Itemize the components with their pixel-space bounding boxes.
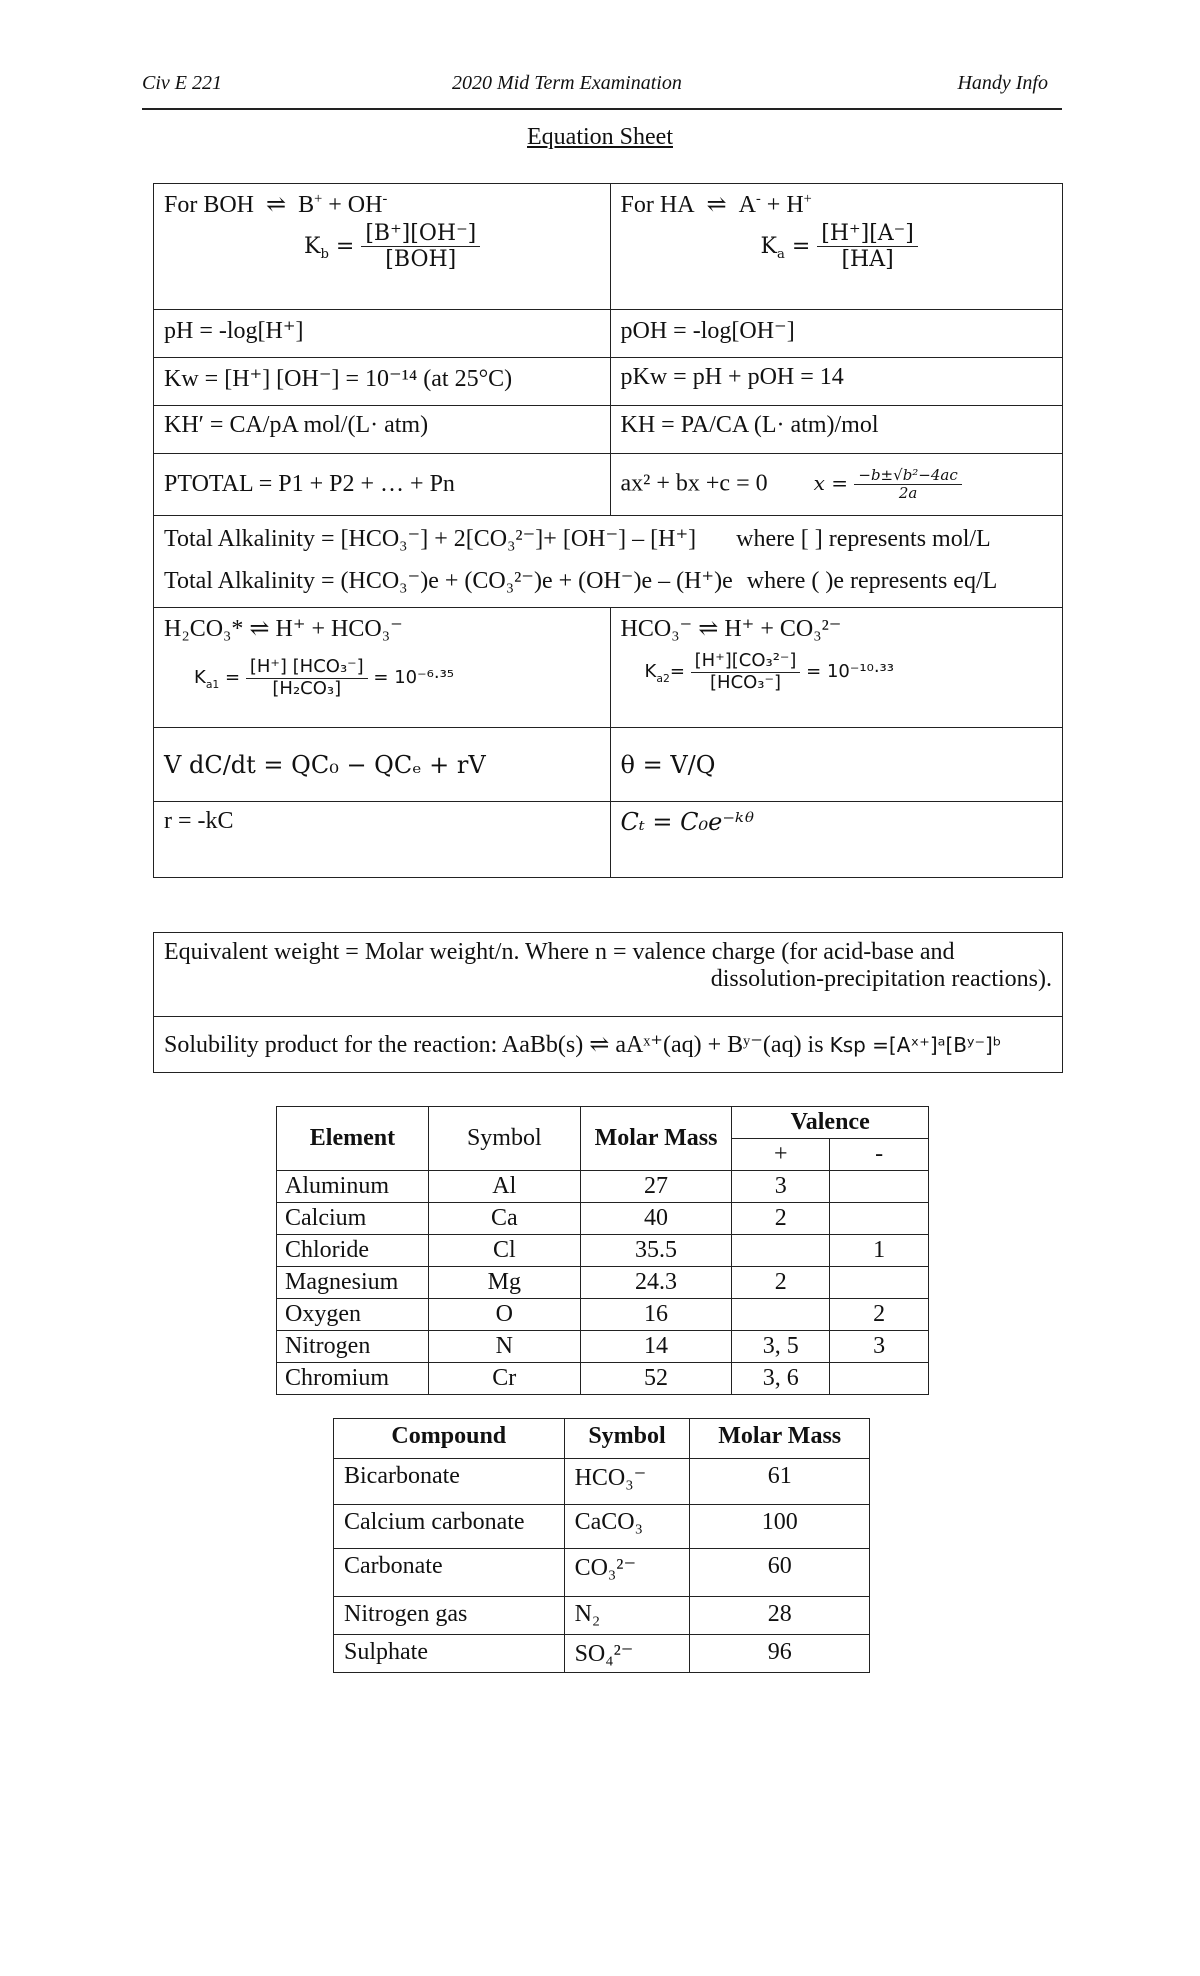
col-valence-plus: +	[732, 1139, 830, 1171]
element-name: Calcium	[277, 1203, 429, 1235]
header-exam: 2020 Mid Term Examination	[452, 72, 682, 94]
col-symbol: Symbol	[428, 1107, 580, 1171]
element-row	[277, 1267, 929, 1299]
element-name: Aluminum	[277, 1171, 429, 1203]
element-symbol: Ca	[428, 1203, 580, 1235]
ka2-value: = 10⁻¹⁰·³³	[806, 661, 894, 683]
boh-oh: + OH	[328, 192, 383, 218]
alkalinity-equiv: Total Alkalinity = (HCO₃⁻)e + (CO₃²⁻)e + (OH⁻)e – (H⁺)e	[164, 568, 733, 594]
ptotal-eq: PTOTAL = P1 + P2 + … + Pn	[154, 454, 611, 516]
compound-symbol: N₂	[564, 1597, 690, 1635]
hco3-reaction: HCO₃⁻ ⇌ H⁺ + CO₃²⁻	[620, 616, 842, 642]
boh-products: B	[298, 192, 315, 218]
compound-name: Sulphate	[334, 1635, 565, 1673]
alkalinity-molar-note: where [ ] represents mol/L	[736, 526, 991, 552]
kb-numerator: [B⁺][OH⁻]	[361, 221, 480, 247]
theta-eq: θ = V/Q	[610, 728, 1062, 802]
col-element: Element	[277, 1107, 429, 1171]
compound-mass: 61	[690, 1459, 870, 1505]
solubility-cell	[154, 1017, 1063, 1073]
element-mass: 40	[580, 1203, 732, 1235]
alkalinity-cell	[154, 516, 1063, 608]
ka1-denominator: [H₂CO₃]	[272, 677, 342, 699]
boh-prefix: For BOH	[164, 192, 255, 218]
ha-h: + H	[766, 192, 804, 218]
element-row	[277, 1363, 929, 1395]
element-valence-plus: 2	[732, 1203, 830, 1235]
poh-eq: pOH = -log[OH⁻]	[610, 310, 1062, 358]
element-name: Chloride	[277, 1235, 429, 1267]
element-name: Nitrogen	[277, 1331, 429, 1363]
compounds-table	[333, 1418, 870, 1673]
page-title: Equation Sheet	[527, 124, 673, 150]
ha-products: A	[738, 192, 756, 218]
compound-row	[334, 1635, 870, 1673]
element-valence-plus: 3	[732, 1171, 830, 1203]
element-valence-plus: 3, 5	[732, 1331, 830, 1363]
compound-name: Nitrogen gas	[334, 1597, 565, 1635]
col-compound-mass: Molar Mass	[690, 1419, 870, 1459]
mass-balance-eq: V dC/dt = QC₀ − QCₑ + rV	[154, 728, 611, 802]
compound-name: Carbonate	[334, 1549, 565, 1597]
quadratic-cell	[610, 454, 1062, 516]
alkalinity-equiv-note: where ( )e represents eq/L	[746, 568, 998, 594]
compound-mass: 60	[690, 1549, 870, 1597]
ka1-numerator: [H⁺] [HCO₃⁻]	[246, 657, 368, 679]
ka1-formula: $K_{a1}$ = $\frac{\text{[H⁺] [HCO₃⁻]}}{\text{[H₂CO₃]}}$ = 10⁻⁶·³⁵	[194, 656, 454, 699]
eq-weight-cell	[154, 933, 1063, 1017]
page-header	[142, 68, 1062, 110]
element-mass: 16	[580, 1299, 732, 1331]
compound-row	[334, 1505, 870, 1549]
compound-row	[334, 1597, 870, 1635]
element-row	[277, 1203, 929, 1235]
compound-row	[334, 1549, 870, 1597]
element-mass: 24.3	[580, 1267, 732, 1299]
element-valence-minus	[830, 1171, 929, 1203]
compound-symbol: CaCO₃	[564, 1505, 690, 1549]
eq-weight-line1: Equivalent weight = Molar weight/n. Where n = valence charge (for acid-base and	[164, 939, 955, 965]
compound-name: Calcium carbonate	[334, 1505, 565, 1549]
element-symbol: O	[428, 1299, 580, 1331]
element-valence-minus: 2	[830, 1299, 929, 1331]
element-name: Chromium	[277, 1363, 429, 1395]
element-symbol: N	[428, 1331, 580, 1363]
element-row	[277, 1171, 929, 1203]
element-row	[277, 1235, 929, 1267]
element-valence-plus: 3, 6	[732, 1363, 830, 1395]
element-mass: 52	[580, 1363, 732, 1395]
col-compound: Compound	[334, 1419, 565, 1459]
ka-formula: $K_a$ = $\frac{[H^+][A^-]}{[HA]}$	[761, 221, 1052, 273]
element-row	[277, 1299, 929, 1331]
element-name: Magnesium	[277, 1267, 429, 1299]
element-symbol: Cr	[428, 1363, 580, 1395]
element-valence-minus: 3	[830, 1331, 929, 1363]
element-valence-minus	[830, 1363, 929, 1395]
col-valence: Valence	[732, 1107, 929, 1139]
elements-table	[276, 1106, 929, 1395]
decay-eq: Cₜ = C₀e⁻ᵏᶿ	[610, 802, 1062, 878]
solubility-text: Solubility product for the reaction: AaBb(s) ⇌ aAˣ⁺(aq) + Bʸ⁻(aq) is	[164, 1032, 824, 1058]
kh-eq: KH = PA/CA (L· atm)/mol	[610, 406, 1062, 454]
element-mass: 14	[580, 1331, 732, 1363]
ka2-numerator: [H⁺][CO₃²⁻]	[691, 651, 801, 673]
element-valence-minus: 1	[830, 1235, 929, 1267]
boh-cell: For BOH ⇌ B+ + OH- $K_b$ = $\frac{[B^+][OH^-]}{\text{[BOH]}}$	[154, 184, 611, 310]
element-mass: 35.5	[580, 1235, 732, 1267]
ka2-denominator: [HCO₃⁻]	[710, 671, 782, 693]
compound-mass: 96	[690, 1635, 870, 1673]
ksp-formula: Ksp =[Aˣ⁺]ᵃ[Bʸ⁻]ᵇ	[829, 1033, 1002, 1057]
quad-denominator: 2a	[898, 484, 918, 502]
compound-mass: 100	[690, 1505, 870, 1549]
kh-prime-eq: KH′ = CA/pA mol/(L· atm)	[154, 406, 611, 454]
kw-eq: Kw = [H⁺] [OH⁻] = 10⁻¹⁴ (at 25°C)	[154, 358, 611, 406]
compound-symbol: CO₃²⁻	[564, 1549, 690, 1597]
ka1-cell	[154, 608, 611, 728]
compound-symbol: SO₄²⁻	[564, 1635, 690, 1673]
element-name: Oxygen	[277, 1299, 429, 1331]
compound-name: Bicarbonate	[334, 1459, 565, 1505]
element-symbol: Al	[428, 1171, 580, 1203]
ka-denominator: [HA]	[841, 247, 894, 273]
h2co3-reaction: H₂CO₃* ⇌ H⁺ + HCO₃⁻	[164, 616, 403, 642]
compound-row	[334, 1459, 870, 1505]
kb-denominator: [BOH]	[385, 247, 457, 273]
ka1-value: = 10⁻⁶·³⁵	[373, 667, 454, 689]
header-course: Civ E 221	[142, 72, 222, 94]
element-valence-plus: 2	[732, 1267, 830, 1299]
equation-table	[153, 183, 1063, 878]
pkw-eq: pKw = pH + pOH = 14	[610, 358, 1062, 406]
element-symbol: Mg	[428, 1267, 580, 1299]
element-valence-plus	[732, 1299, 830, 1331]
element-valence-plus	[732, 1235, 830, 1267]
compound-symbol: HCO₃⁻	[564, 1459, 690, 1505]
col-compound-symbol: Symbol	[564, 1419, 690, 1459]
element-row	[277, 1331, 929, 1363]
ka-numerator: [H⁺][A⁻]	[817, 221, 918, 247]
header-info: Handy Info	[957, 72, 1048, 94]
col-valence-minus: -	[830, 1139, 929, 1171]
col-molar-mass: Molar Mass	[580, 1107, 732, 1171]
quad-numerator: −b±√b²−4ac	[854, 467, 961, 485]
ha-cell: For HA ⇌ A- + H+ $K_a$ = $\frac{[H^+][A^-]}{[HA]}$	[610, 184, 1062, 310]
ka2-formula: $K_{a2}=$ $\frac{\text{[H⁺][CO₃²⁻]}}{\text{[HCO₃⁻]}}$ = 10⁻¹⁰·³³	[644, 650, 894, 693]
ph-eq: pH = -log[H⁺]	[154, 310, 611, 358]
element-valence-minus	[830, 1203, 929, 1235]
alkalinity-molar: Total Alkalinity = [HCO₃⁻] + 2[CO₃²⁻]+ [OH⁻] – [H⁺]	[164, 526, 697, 552]
rate-eq: r = -kC	[154, 802, 611, 878]
eq-weight-table	[153, 932, 1063, 1073]
ka2-cell	[610, 608, 1062, 728]
compound-mass: 28	[690, 1597, 870, 1635]
quadratic-eq: ax² + bx +c = 0	[620, 470, 768, 496]
eq-weight-line2: dissolution-precipitation reactions).	[710, 966, 1052, 992]
ha-prefix: For HA	[620, 192, 695, 218]
element-valence-minus	[830, 1267, 929, 1299]
quadratic-solution: x = $\frac{\text{−b±√b²−4ac}}{2a}$	[814, 471, 962, 495]
element-symbol: Cl	[428, 1235, 580, 1267]
element-mass: 27	[580, 1171, 732, 1203]
kb-formula: $K_b$ = $\frac{[B^+][OH^-]}{\text{[BOH]}}$	[304, 221, 600, 273]
